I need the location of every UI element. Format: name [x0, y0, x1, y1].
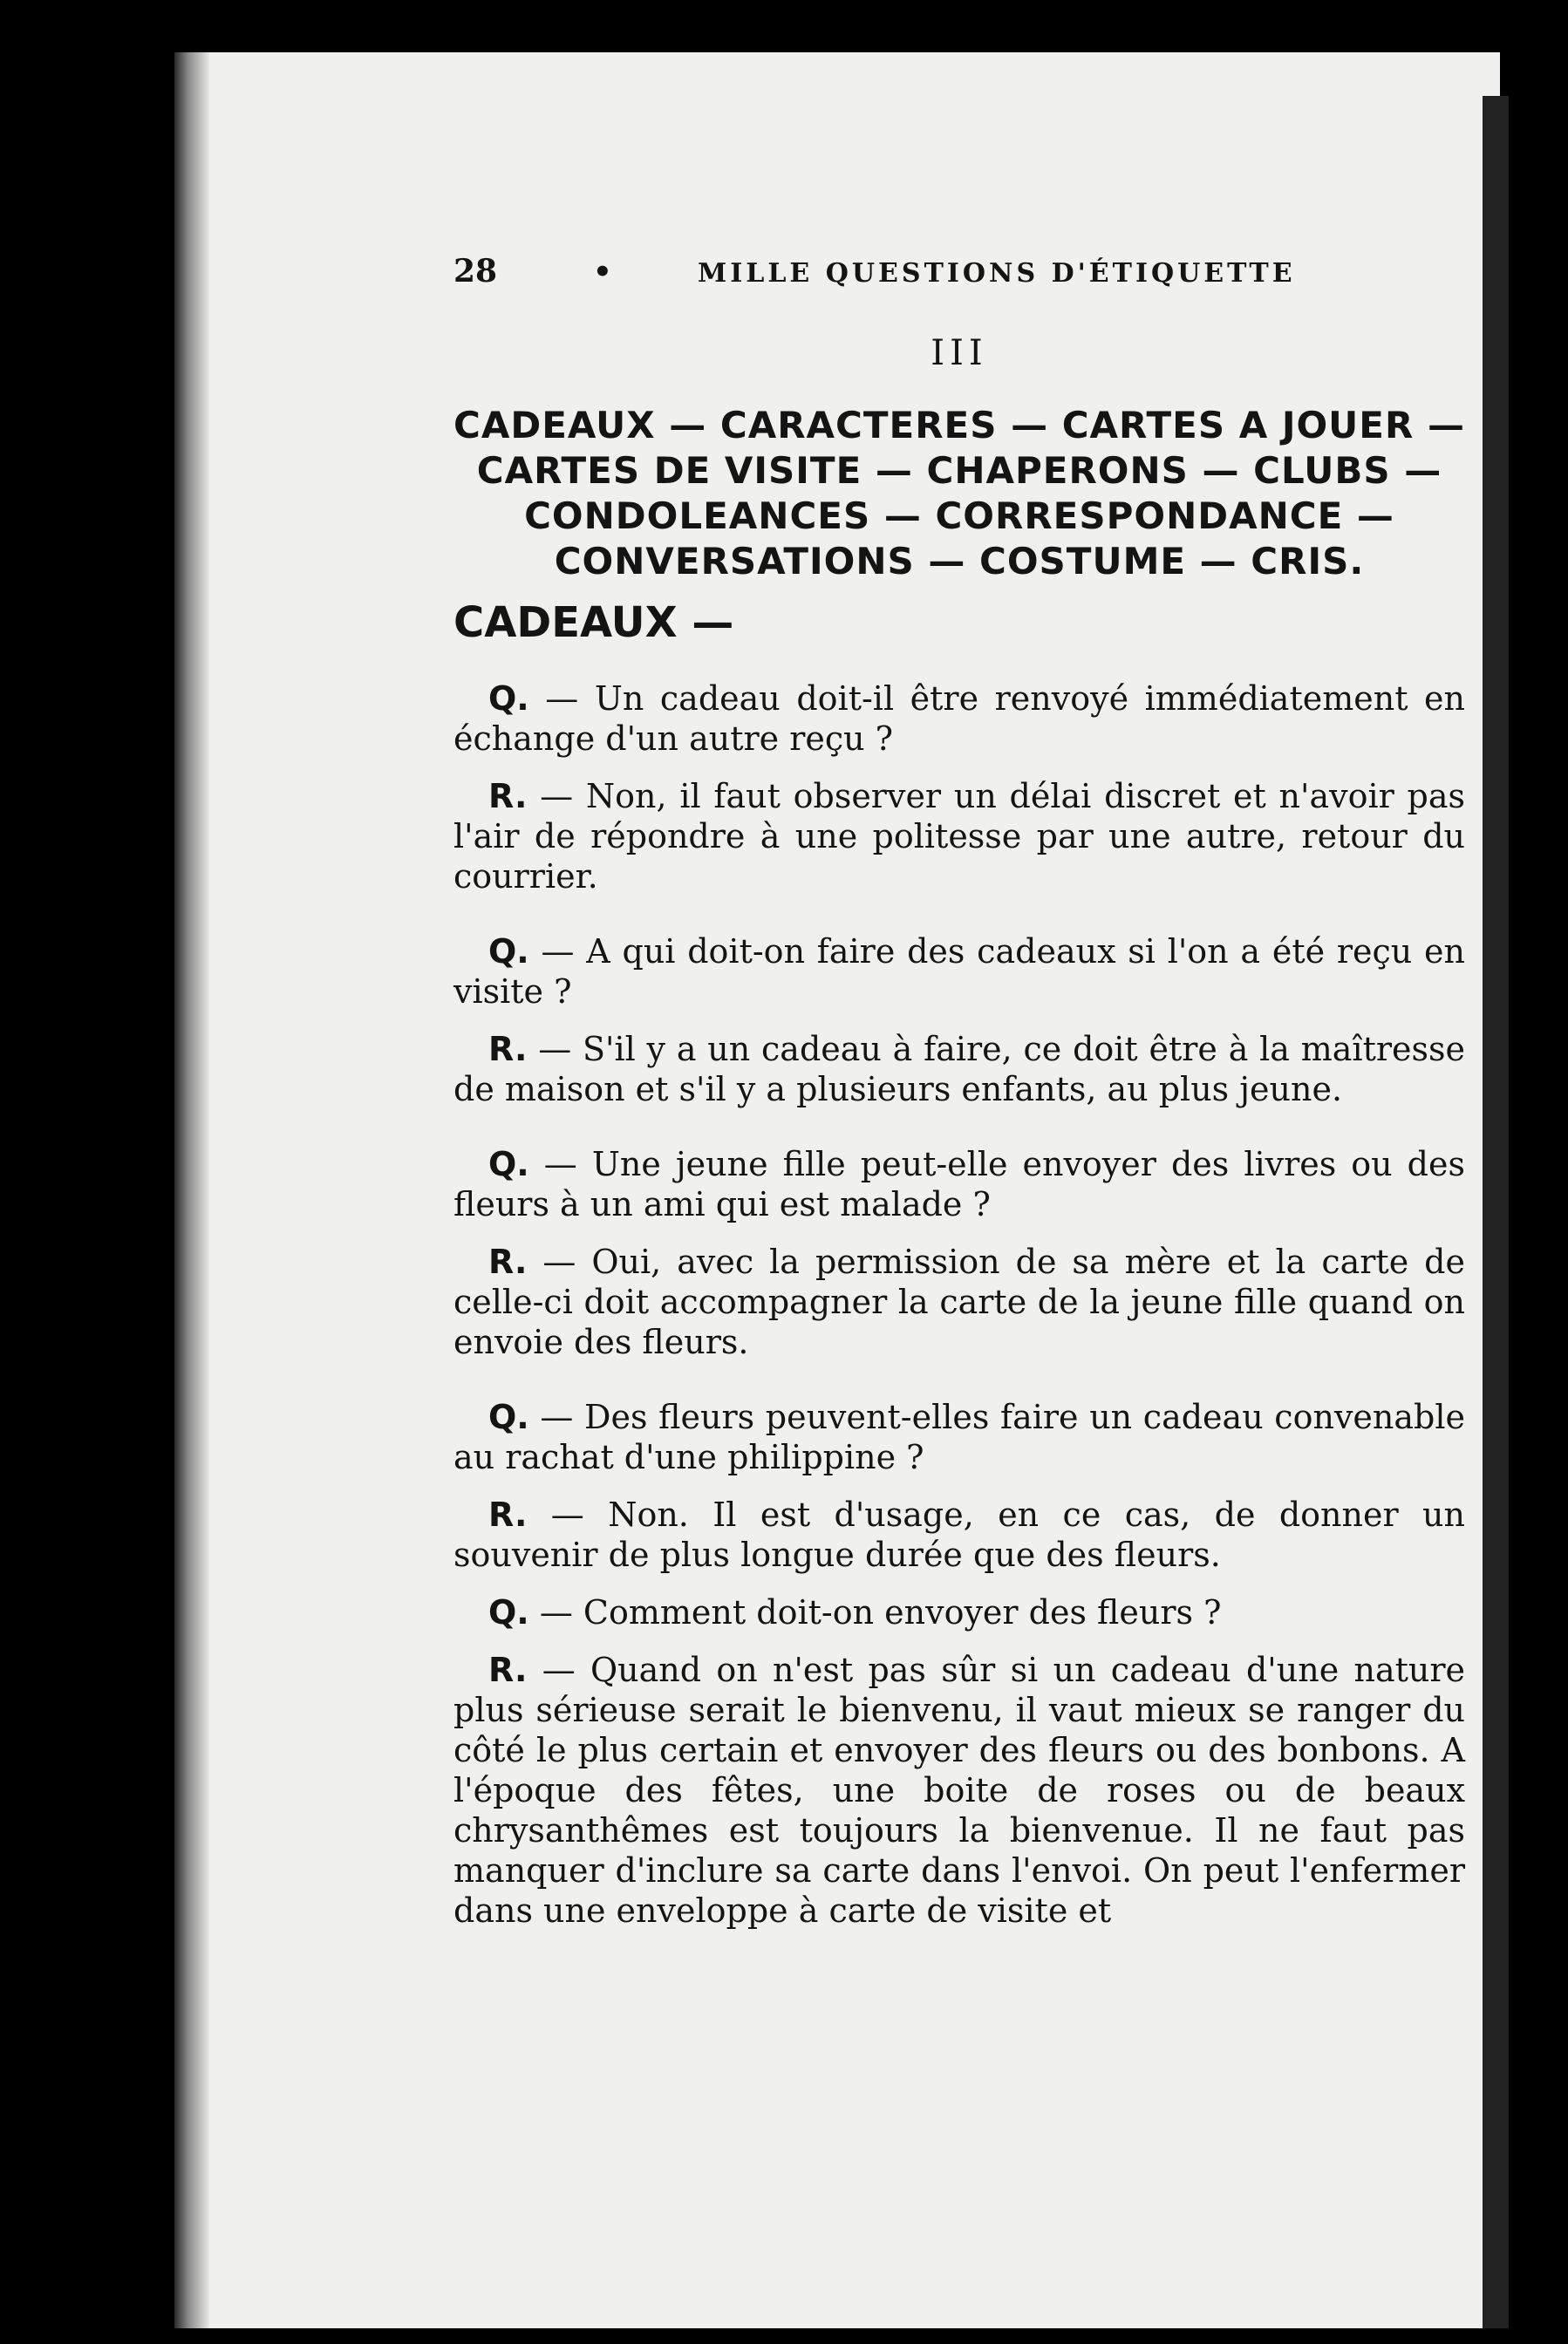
page-edge-shadow — [1483, 96, 1509, 2328]
answer-paragraph — [453, 1495, 1465, 1575]
question-marker: Q. — [488, 1398, 529, 1436]
answer-marker: R. — [488, 777, 528, 815]
header-separator: • — [593, 255, 612, 290]
question-text: — Une jeune fille peut-elle envoyer des livres ou des fleurs à un ami qui est malade ? — [453, 1145, 1465, 1223]
question-text: — Des fleurs peuvent-elles faire un cadeau convenable au rachat d'une philippine ? — [453, 1398, 1465, 1476]
page-number: 28 — [453, 253, 498, 290]
question-text: — Comment doit-on envoyer des fleurs ? — [528, 1593, 1222, 1632]
page-content — [453, 253, 1465, 1948]
answer-marker: R. — [488, 1243, 528, 1281]
answer-text: — Non, il faut observer un délai discret et n'avoir pas l'air de répondre à une politesse par une autre, retour du courrier. — [453, 777, 1465, 896]
question-paragraph — [453, 1144, 1465, 1224]
answer-marker: R. — [488, 1651, 528, 1689]
answer-paragraph — [453, 776, 1465, 896]
answer-paragraph — [453, 1650, 1465, 1931]
section-title: CADEAUX — — [453, 598, 734, 647]
question-paragraph — [453, 1592, 1465, 1632]
answer-paragraph — [453, 1029, 1465, 1109]
question-text: — A qui doit-on faire des cadeaux si l'on a été reçu en visite ? — [453, 932, 1465, 1011]
running-head — [453, 253, 1465, 305]
answer-text: — Quand on n'est pas sûr si un cadeau d'une nature plus sérieuse serait le bienvenu, il vaut mieux se ranger du côté le plus certain et envoyer des fleurs ou des bonbons. A l'époque des fêtes, une boite de roses ou de beaux chrysanthêmes est toujours la bienvenue. Il ne faut pas manquer d'inclure sa carte dans l'envoi. On peut l'enfermer dans une enveloppe à carte de visite et — [453, 1651, 1465, 1930]
question-marker: Q. — [488, 932, 529, 971]
answer-text: — Oui, avec la permission de sa mère et la carte de celle-ci doit accompagner la carte de la jeune fille quand on envoie des fleurs. — [453, 1243, 1465, 1361]
question-paragraph — [453, 931, 1465, 1012]
chapter-title-line: CARTES DE VISITE — CHAPERONS — CLUBS — — [476, 449, 1442, 492]
answer-text: — S'il y a un cadeau à faire, ce doit être à la maîtresse de maison et s'il y a plusieurs enfants, au plus jeune. — [453, 1030, 1465, 1108]
question-marker: Q. — [488, 679, 529, 718]
question-marker: Q. — [488, 1145, 529, 1183]
question-paragraph — [453, 678, 1465, 759]
chapter-title-line: CONDOLEANCES — CORRESPONDANCE — — [524, 494, 1394, 537]
answer-text: — Non. Il est d'usage, en ce cas, de donner un souvenir de plus longue durée que des fleurs. — [453, 1496, 1465, 1574]
answer-marker: R. — [488, 1030, 528, 1068]
chapter-title-line: CONVERSATIONS — COSTUME — CRIS. — [554, 540, 1365, 583]
chapter-number: III — [931, 333, 988, 373]
answer-marker: R. — [488, 1496, 528, 1534]
qa-list — [453, 678, 1465, 1931]
question-text: — Un cadeau doit-il être renvoyé immédiatement en échange d'un autre reçu ? — [453, 679, 1465, 758]
running-title: MILLE QUESTIONS D'ÉTIQUETTE — [698, 258, 1296, 289]
question-marker: Q. — [488, 1593, 529, 1632]
question-paragraph — [453, 1397, 1465, 1477]
chapter-title — [453, 403, 1465, 584]
answer-paragraph — [453, 1242, 1465, 1362]
page-binding-shadow — [174, 52, 209, 2328]
chapter-title-line: CADEAUX — CARACTERES — CARTES A JOUER — — [453, 404, 1465, 446]
